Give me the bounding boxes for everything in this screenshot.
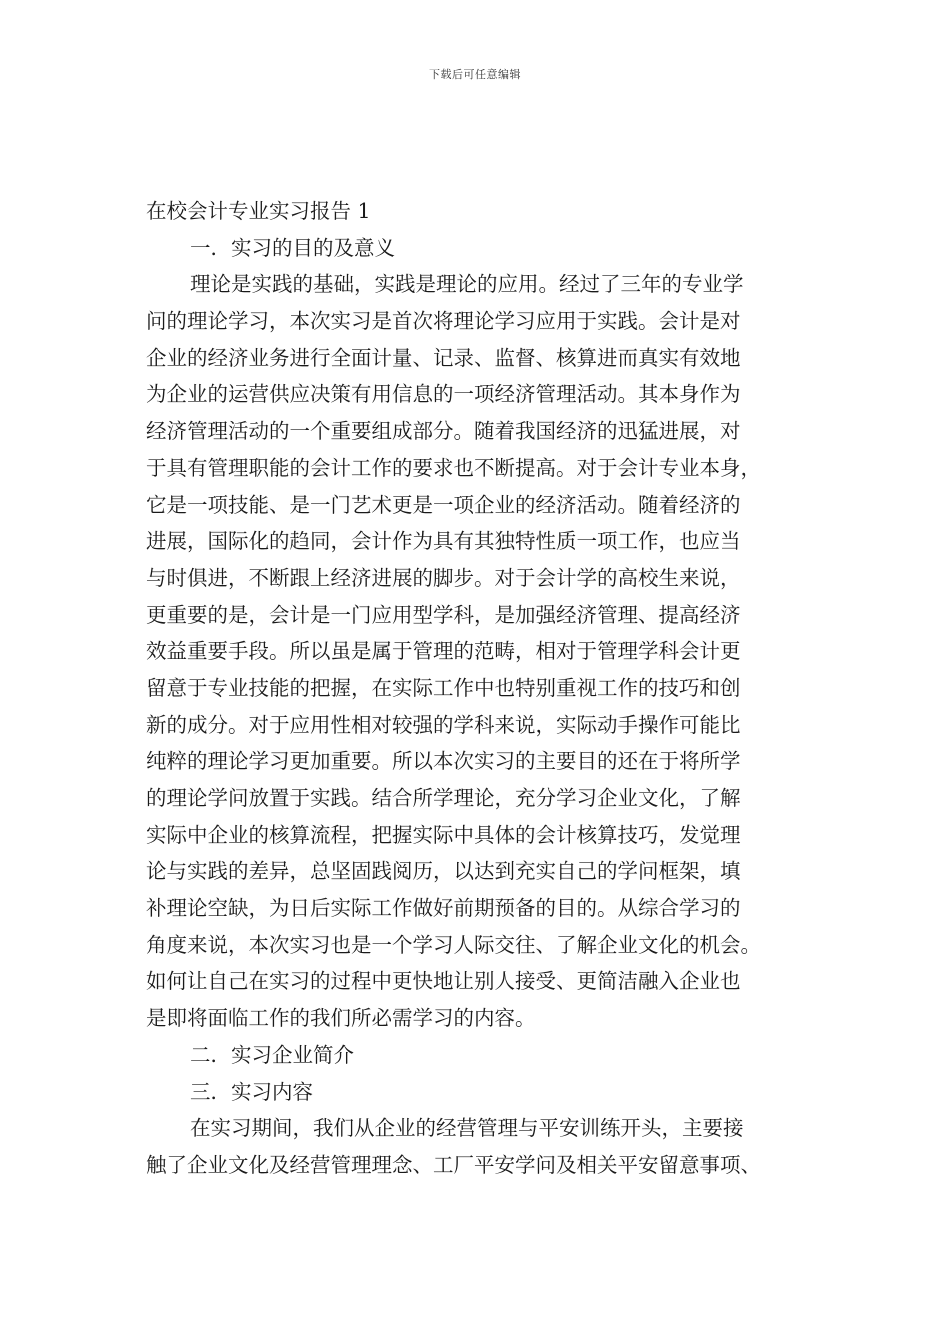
paragraph-line: 的理论学问放置于实践。结合所学理论，充分学习企业文化，了解: [146, 786, 741, 810]
paragraph-content: [146, 1110, 812, 1183]
paragraph-line: 理论是实践的基础，实践是理论的应用。经过了三年的专业学: [190, 272, 744, 297]
paragraph-line: 进展，国际化的趋同，会计作为具有其独特性质一项工作，也应当: [146, 529, 741, 554]
section-heading-content: 三．实习内容: [190, 1079, 313, 1104]
paragraph-line: 补理论空缺，为日后实际工作做好前期预备的目的。从综合学习的: [146, 896, 741, 921]
paragraph-line: 实际中企业的核算流程，把握实际中具体的会计核算技巧，发觉理: [146, 822, 741, 847]
paragraph-line: 论与实践的差异，总坚固践阅历，以达到充实自己的学问框架，填: [146, 859, 741, 884]
paragraph-line: 新的成分。对于应用性相对较强的学科来说，实际动手操作可能比: [146, 712, 741, 737]
paragraph-line: 是即将面临工作的我们所必需学习的内容。: [146, 1006, 536, 1031]
document-title: 在校会计专业实习报告 1: [146, 199, 371, 223]
paragraph-line: 如何让自己在实习的过程中更快地让别人接受、更简洁融入企业也: [146, 969, 741, 994]
paragraph-line: 企业的经济业务进行全面计量、记录、监督、核算进而真实有效地: [146, 345, 741, 370]
paragraph-line: 于具有管理职能的会计工作的要求也不断提高。对于会计专业本身，: [146, 455, 761, 480]
paragraph-line: 纯粹的理论学习更加重要。所以本次实习的主要目的还在于将所学: [146, 749, 741, 774]
paragraph-line: 效益重要手段。所以虽是属于管理的范畴，相对于管理学科会计更: [146, 639, 741, 664]
paragraph-line: 为企业的运营供应决策有用信息的一项经济管理活动。其本身作为: [146, 382, 741, 407]
document-body: [146, 193, 812, 1184]
paragraph-line: 更重要的是，会计是一门应用型学科，是加强经济管理、提高经济: [146, 602, 741, 627]
paragraph-line: 留意于专业技能的把握，在实际工作中也特别重视工作的技巧和创: [146, 675, 741, 700]
paragraph-line: 它是一项技能、是一门艺术更是一项企业的经济活动。随着经济的: [146, 492, 741, 517]
paragraph-line: 在实习期间，我们从企业的经营管理与平安训练开头，主要接: [190, 1116, 744, 1141]
paragraph-line: 问的理论学习，本次实习是首次将理论学习应用于实践。会计是对: [146, 309, 741, 334]
paragraph-line: 经济管理活动的一个重要组成部分。随着我国经济的迅猛进展，对: [146, 419, 741, 444]
section-heading-purpose: 一．实习的目的及意义: [190, 235, 395, 260]
paragraph-line: 触了企业文化及经营管理理念、工厂平安学问及相关平安留意事项、: [146, 1152, 761, 1177]
paragraph-purpose: [146, 266, 812, 1036]
paragraph-line: 角度来说，本次实习也是一个学习人际交往、了解企业文化的机会。: [146, 932, 761, 957]
header-note: 下载后可任意编辑: [429, 68, 521, 81]
section-heading-company-intro: 二．实习企业简介: [190, 1042, 354, 1067]
paragraph-line: 与时俱进，不断跟上经济进展的脚步。对于会计学的高校生来说，: [146, 565, 741, 590]
